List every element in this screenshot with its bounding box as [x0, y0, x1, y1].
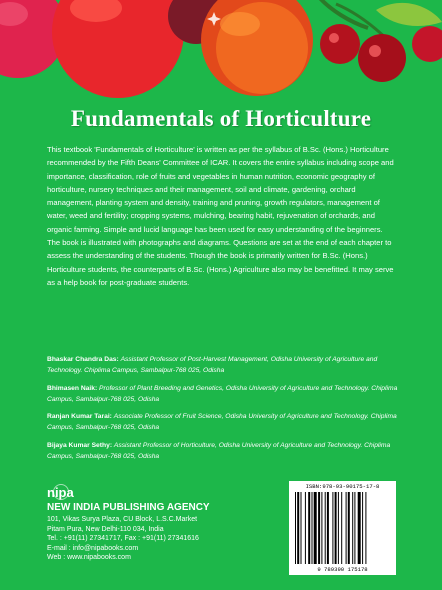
publisher-logo-text: nipa	[47, 485, 74, 500]
barcode-bar	[341, 492, 342, 564]
book-title: Fundamentals of Horticulture	[70, 106, 372, 131]
publisher-phone: Tel. : +91(11) 27341717, Fax : +91(11) 27341616	[47, 535, 199, 543]
barcode-bar	[335, 492, 337, 564]
author-name: Bhimasen Naik:	[47, 384, 98, 392]
isbn-label: ISBN:978-93-90175-17-8	[305, 483, 380, 490]
publisher-logo	[46, 484, 88, 500]
cherry	[320, 24, 360, 64]
barcode-bar	[362, 492, 363, 564]
author-name: Bhaskar Chandra Das:	[47, 356, 119, 363]
cherry	[358, 34, 406, 82]
barcode-bar	[338, 492, 339, 564]
author-affiliation: Associate Professor of Fruit Science, Odisha University of Agriculture and Technology. Chiplima Campus, Sambalpur-768 025, Odisha	[47, 413, 397, 431]
author-affiliation: Professor of Plant Breeding and Genetics, Odisha University of Agriculture and Technology. Chiplima Campus, Sambalpur-768 025, Odisha	[47, 384, 398, 403]
publisher-info	[47, 501, 287, 563]
barcode-bar	[314, 492, 317, 564]
book-description: This textbook 'Fundamentals of Horticulture' is written as per the syllabus of B.Sc. (Hons.) Horticulture recommended by the Fifth Deans' Committee of ICAR. It covers the entire syllabus including scope and importance, classification, role of fruits and vegetables in human nutrition, economic geography of horticulture, nursery techniques and their management, soil and climate, gardening, orchard management, planting system and density, training and pruning, growth regulators, management of water, weed and fertility; cropping systems, mulching, bearing habit, rejuvenation of orchards, and organic farming. Simple and lucid language has been used for easy understanding of the beginners. The book is illustrated with photographs and diagrams. Questions are set at the end of each chapter to assess the understanding of the students. Though the book is primarily written for B.Sc. (Hons.) Horticulture students, the counterparts of B.Sc. (Hons.) Agriculture also may be benefitted. It may serve as a help book for post-graduate students.	[47, 145, 394, 287]
barcode-bar	[305, 492, 306, 564]
barcode-bar	[312, 492, 313, 564]
author-entry	[47, 383, 399, 405]
publisher-name: NEW INDIA PUBLISHING AGENCY	[47, 502, 210, 513]
publisher-address-line2: Pitam Pura, New Delhi-110 034, India	[47, 525, 164, 533]
author-entry	[47, 354, 399, 376]
author-affiliation: Assistant Professor of Post-Harvest Management, Odisha University of Agriculture and Technology. Chiplima Campus, Sambalpur-768 025, Odisha	[47, 356, 378, 374]
barcode-bar	[295, 492, 296, 564]
publisher-website: Web : www.nipabooks.com	[47, 554, 131, 562]
barcode-bar	[301, 492, 302, 564]
barcode-bar	[321, 492, 322, 564]
author-affiliation: Assistant Professor of Horticulture, Odisha University of Agriculture and Technology. Chiplima Campus, Sambalpur-768 025, Odisha	[47, 441, 391, 460]
publisher-address-line1: 101, Vikas Surya Plaza, CU Block, L.S.C.Market	[47, 516, 198, 523]
barcode-bar	[348, 492, 350, 564]
barcode-bar	[358, 492, 361, 564]
author-name: Bijaya Kumar Sethy:	[47, 441, 113, 449]
barcode-bar	[297, 492, 299, 564]
barcode-bar	[327, 492, 329, 564]
barcode-bars	[295, 492, 390, 564]
barcode-bar	[318, 492, 320, 564]
author-list	[47, 354, 399, 468]
barcode-bar	[365, 492, 366, 564]
author-entry	[47, 411, 399, 433]
barcode-number: 9 789390 175178	[317, 566, 368, 573]
barcode-bar	[352, 492, 353, 564]
author-name: Ranjan Kumar Tarai:	[47, 413, 112, 420]
author-entry	[47, 440, 399, 462]
barcode-bar	[325, 492, 326, 564]
cover-fruit-illustration	[0, 0, 442, 110]
isbn-barcode	[289, 481, 396, 575]
barcode-bar	[354, 492, 355, 564]
barcode-bar	[332, 492, 333, 564]
barcode-bar	[308, 492, 310, 564]
publisher-email: E-mail : info@nipabooks.com	[47, 544, 139, 552]
barcode-bar	[346, 492, 347, 564]
